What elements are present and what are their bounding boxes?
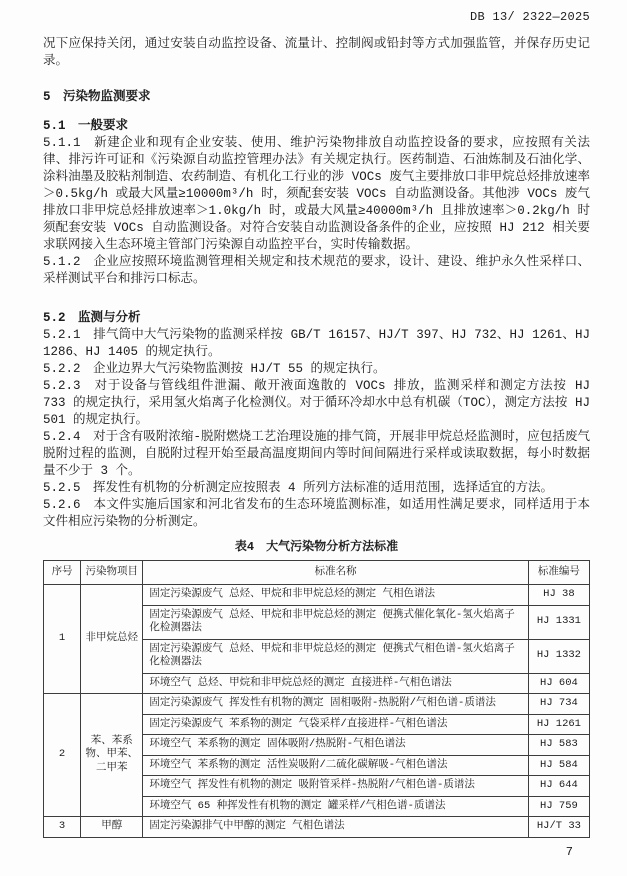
cell-standard-code: HJ 584 [528, 755, 589, 776]
paragraph-5-2-4: 5.2.4 对于含有吸附浓缩-脱附燃烧工艺治理设施的排气筒，开展非甲烷总烃监测时，应包括废气脱附过程的监测，自脱附过程开始至最高温度期间内等时间间隔进行采样或读取数据，每小时数据量不少于 3 个。 [43, 430, 590, 478]
cell-standard-name: 环境空气 挥发性有机物的测定 吸附管采样-热脱附/气相色谱-质谱法 [143, 776, 528, 797]
doc-code-header: DB 13/ 2322—2025 [469, 10, 590, 24]
cell-pollutant: 苯、苯系物、甲苯、二甲苯 [81, 694, 143, 817]
table-row [44, 694, 590, 715]
table-header-row [44, 561, 590, 585]
section-5-1-heading: 5.1 一般要求 [43, 119, 129, 133]
table-row [44, 585, 590, 606]
cell-standard-code: HJ 38 [528, 585, 589, 606]
cell-standard-name: 环境空气 总烃、甲烷和非甲烷总烃的测定 直接进样-气相色谱法 [143, 673, 528, 694]
cell-standard-code: HJ 1331 [528, 605, 589, 639]
page-number: 7 [565, 844, 573, 859]
paragraph-5-2-6: 5.2.6 本文件实施后国家和河北省发布的生态环境监测标准，如适用性满足要求，同样适用于本文件相应污染物的分析测定。 [43, 498, 590, 529]
paragraph-continuation: 况下应保持关闭，通过安装自动监控设备、流量计、控制阀或铅封等方式加强监管，并保存历史记录。 [43, 37, 590, 68]
table4-caption: 表4 大气污染物分析方法标准 [234, 540, 399, 554]
col-header-serial: 序号 [44, 561, 81, 585]
paragraph-5-2-3: 5.2.3 对于设备与管线组件泄漏、敞开液面逸散的 VOCs 排放，监测采样和测定方法按 HJ 733 的规定执行，采用氢火焰离子化检测仪。对于循环冷却水中总有机碳（TOC），测定方法按 HJ 501 的规定执行。 [43, 379, 590, 427]
cell-standard-code: HJ 1332 [528, 639, 589, 673]
cell-standard-code: HJ 604 [528, 673, 589, 694]
cell-standard-name: 固定污染源废气 总烃、甲烷和非甲烷总烃的测定 便携式气相色谱-氢火焰离子化检测器法 [143, 639, 528, 673]
paragraph-5-2-5: 5.2.5 挥发性有机物的分析测定应按照表 4 所列方法标准的适用范围，选择适宜的方法。 [43, 481, 554, 495]
section-5-2-heading: 5.2 监测与分析 [43, 311, 141, 325]
cell-standard-name: 固定污染源废气 总烃、甲烷和非甲烷总烃的测定 便携式催化氧化-氢火焰离子化检测器法 [143, 605, 528, 639]
cell-standard-code: HJ 644 [528, 776, 589, 797]
col-header-pollutant: 污染物项目 [81, 561, 143, 585]
paragraph-5-2-1: 5.2.1 排气筒中大气污染物的监测采样按 GB/T 16157、HJ/T 397、HJ 732、HJ 1261、HJ 1286、HJ 1405 的规定执行。 [43, 328, 590, 359]
cell-pollutant: 非甲烷总烃 [81, 585, 143, 694]
cell-standard-name: 环境空气 65 种挥发性有机物的测定 罐采样/气相色谱-质谱法 [143, 796, 528, 817]
cell-standard-code: HJ 759 [528, 796, 589, 817]
cell-standard-name: 固定污染源废气 苯系物的测定 气袋采样/直接进样-气相色谱法 [143, 714, 528, 735]
section-5-heading: 5 污染物监测要求 [43, 90, 151, 104]
paragraph-5-1-2: 5.1.2 企业应按照环境监测管理相关规定和技术规范的要求，设计、建设、维护永久性采样口、采样测试平台和排污口标志。 [43, 255, 590, 286]
paragraph-5-2-2: 5.2.2 企业边界大气污染物监测按 HJ/T 55 的规定执行。 [43, 362, 386, 376]
cell-standard-name: 固定污染源废气 挥发性有机物的测定 固相吸附-热脱附/气相色谱-质谱法 [143, 694, 528, 715]
cell-standard-code: HJ/T 33 [528, 817, 589, 838]
table-row [44, 817, 590, 838]
cell-serial-number: 2 [44, 694, 81, 817]
cell-standard-code: HJ 734 [528, 694, 589, 715]
cell-standard-name: 环境空气 苯系物的测定 固体吸附/热脱附-气相色谱法 [143, 735, 528, 756]
cell-standard-name: 固定污染源排气中甲醇的测定 气相色谱法 [143, 817, 528, 838]
cell-serial-number: 1 [44, 585, 81, 694]
cell-standard-name: 环境空气 苯系物的测定 活性炭吸附/二硫化碳解吸-气相色谱法 [143, 755, 528, 776]
col-header-standard-name: 标准名称 [143, 561, 528, 585]
cell-standard-code: HJ 1261 [528, 714, 589, 735]
col-header-standard-code: 标准编号 [528, 561, 589, 585]
analysis-methods-table [43, 560, 590, 838]
cell-standard-code: HJ 583 [528, 735, 589, 756]
cell-serial-number: 3 [44, 817, 81, 838]
paragraph-5-1-1: 5.1.1 新建企业和现有企业安装、使用、维护污染物排放自动监控设备的要求，应按照有关法律、排污许可证和《污染源自动监控管理办法》有关规定执行。医药制造、石油炼制及石油化学、涂料油墨及胶粘剂制造、农药制造、有机化工行业的涉 VOCs 废气主要排放口非甲烷总烃排放速率＞0.5kg/h 或最大风量≥10000m³/h 时，须配套安装 VOCs 自动监测设备。其他涉 VOCs 废气排放口非甲烷总烃排放速率＞1.0kg/h 时，或最大风量≥40000m³/h 且排放速率＞0.2kg/h 时须配套安装 VOCs 自动监测设备。对符合安装自动监测设备条件的企业，应按照 HJ 212 相关要求联网接入生态环境主管部门污染源自动监控平台，实时传输数据。 [43, 136, 590, 252]
cell-pollutant: 甲醇 [81, 817, 143, 838]
cell-standard-name: 固定污染源废气 总烃、甲烷和非甲烷总烃的测定 气相色谱法 [143, 585, 528, 606]
